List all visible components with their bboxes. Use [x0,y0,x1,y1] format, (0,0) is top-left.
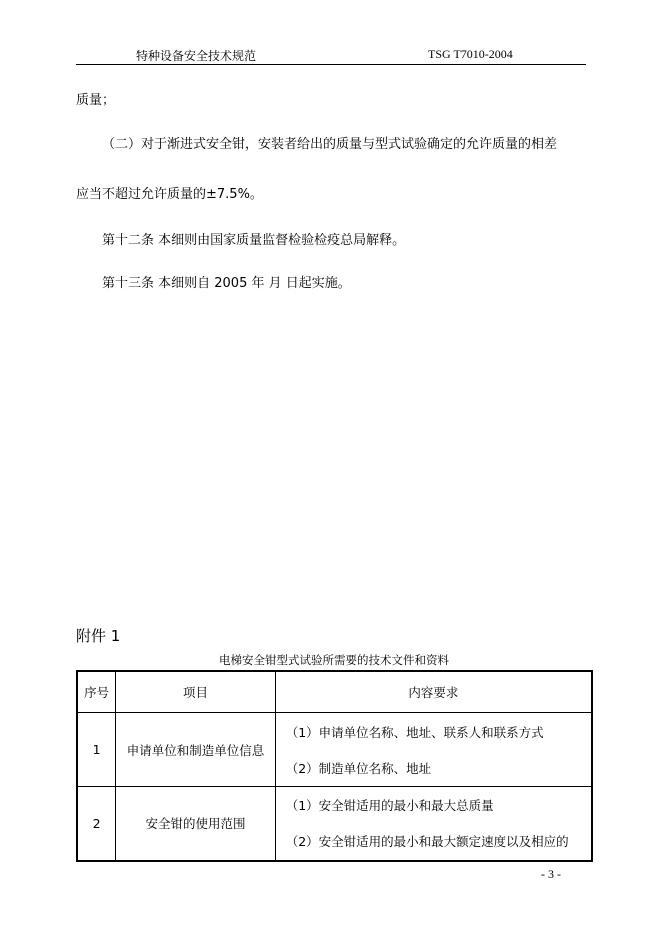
row-item: 安全钳的使用范围 [116,787,275,861]
row-content [275,713,592,787]
row-number: 2 [77,787,116,861]
article-thirteen: 第十三条 本细则自 2005 年 月 日起实施。 [102,276,351,291]
article-twelve: 第十二条 本细则由国家质量监督检验检疫总局解释。 [102,233,406,248]
content-line: （2）制造单位名称、地址 [285,760,432,776]
page-number: - 3 - [541,867,561,881]
table-row [77,787,592,861]
table-title: 电梯安全钳型式试验所需要的技术文件和资料 [219,653,449,667]
paragraph-progressive-gear: （二）对于渐进式安全钳，安装者给出的质量与型式试验确定的允许质量的相差 [102,137,558,152]
content-line: （1）申请单位名称、地址、联系人和联系方式 [285,724,544,740]
header-divider [76,64,586,65]
row-item: 申请单位和制造单位信息 [116,713,275,787]
content-line: （1）安全钳适用的最小和最大总质量 [285,798,494,814]
row-number: 1 [77,713,116,787]
column-header-content: 内容要求 [275,671,592,713]
column-header-item: 项目 [116,671,275,713]
header-code: TSG T7010-2004 [428,47,513,61]
attachment-label: 附件 1 [76,627,121,645]
header-title: 特种设备安全技术规范 [136,49,257,63]
table-row [77,713,592,787]
row-content [275,787,592,861]
paragraph-tolerance: 应当不超过允许质量的±7.5%。 [76,187,263,202]
content-line: （2）安全钳适用的最小和最大额定速度以及相应的 [285,834,569,850]
table-header-row [77,671,592,713]
requirements-table [76,670,593,862]
column-header-no: 序号 [77,671,116,713]
paragraph-quality: 质量； [76,93,116,108]
